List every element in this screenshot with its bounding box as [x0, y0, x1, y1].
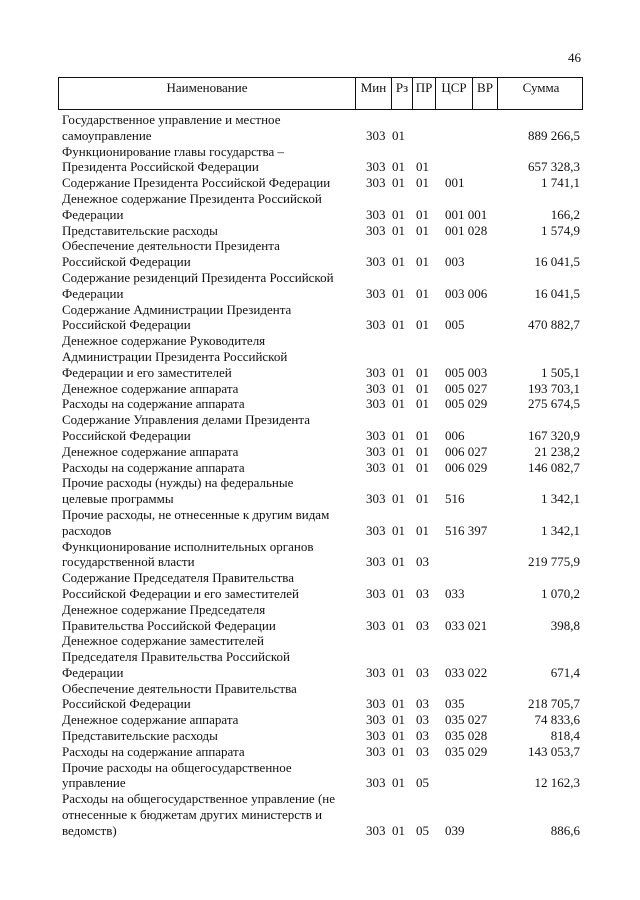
row-line	[0, 491, 640, 507]
row-line	[0, 254, 640, 270]
cell-min: 303	[366, 664, 386, 680]
cell-min: 303	[366, 617, 386, 633]
table-row	[0, 270, 640, 302]
table-row	[0, 412, 640, 444]
cell-pr: 01	[416, 285, 429, 301]
cell-csr: 003	[445, 254, 465, 270]
row-line	[0, 270, 640, 286]
cell-pr: 03	[416, 728, 429, 744]
cell-sum: 470 882,7	[528, 317, 580, 333]
cell-min: 303	[366, 712, 386, 728]
row-name: Денежное содержание Руководителя	[62, 333, 266, 349]
cell-min: 303	[366, 285, 386, 301]
cell-rz: 01	[392, 617, 405, 633]
table-row	[0, 791, 640, 838]
cell-rz: 01	[392, 427, 405, 443]
row-name: Расходы на содержание аппарата	[62, 396, 245, 412]
table-row	[0, 191, 640, 223]
row-name: Расходы на общегосударственное управление (не	[62, 791, 336, 807]
table-row	[0, 633, 640, 680]
cell-sum: 1 070,2	[541, 585, 580, 601]
cell-csr: 006 029	[445, 459, 488, 475]
cell-pr: 01	[416, 206, 429, 222]
cell-min: 303	[366, 206, 386, 222]
cell-csr: 005 027	[445, 380, 488, 396]
cell-pr: 03	[416, 664, 429, 680]
cell-csr: 001 001	[445, 206, 488, 222]
cell-sum: 74 833,6	[534, 712, 580, 728]
row-name: Прочие расходы (нужды) на федеральные	[62, 475, 294, 491]
row-line	[0, 475, 640, 491]
table-body	[0, 112, 640, 839]
cell-pr: 01	[416, 491, 429, 507]
header-name: Наименование	[166, 80, 248, 95]
table-row	[0, 760, 640, 792]
cell-sum: 1 574,9	[541, 222, 580, 238]
row-line	[0, 286, 640, 302]
row-name: Денежное содержание аппарата	[62, 712, 239, 728]
table-row	[0, 507, 640, 539]
cell-min: 303	[366, 459, 386, 475]
row-line	[0, 760, 640, 776]
cell-min: 303	[366, 380, 386, 396]
cell-sum: 193 703,1	[528, 380, 580, 396]
cell-pr: 01	[416, 222, 429, 238]
row-name: отнесенные к бюджетам других министерств и	[62, 807, 323, 823]
header-sum: Сумма	[497, 78, 584, 109]
page-number: 46	[568, 50, 581, 65]
cell-rz: 01	[392, 728, 405, 744]
row-name: Содержание Управления делами Президента	[62, 412, 310, 428]
cell-sum: 219 775,9	[528, 554, 580, 570]
row-name: Денежное содержание Председателя	[62, 601, 266, 617]
cell-csr: 001	[445, 175, 465, 191]
header-rz: Рз	[391, 78, 412, 109]
row-name: Обеспечение деятельности Правительства	[62, 680, 297, 696]
row-name: Денежное содержание аппарата	[62, 443, 239, 459]
row-name: Денежное содержание аппарата	[62, 380, 239, 396]
cell-rz: 01	[392, 712, 405, 728]
cell-sum: 398,8	[550, 617, 580, 633]
row-line	[0, 539, 640, 555]
cell-rz: 01	[392, 696, 405, 712]
header-vr: ВР	[472, 78, 497, 109]
row-line	[0, 744, 640, 760]
table-row	[0, 539, 640, 571]
cell-pr: 03	[416, 585, 429, 601]
table-row	[0, 238, 640, 270]
cell-min: 303	[366, 159, 386, 175]
cell-min: 303	[366, 222, 386, 238]
cell-csr: 039	[445, 822, 465, 838]
cell-rz: 01	[392, 585, 405, 601]
row-name: расходов	[62, 522, 112, 538]
row-line	[0, 302, 640, 318]
row-name: Председателя Правительства Российской	[62, 649, 290, 665]
cell-rz: 01	[392, 254, 405, 270]
cell-sum: 16 041,5	[534, 285, 580, 301]
row-name: Содержание Президента Российской Федерации	[62, 175, 331, 191]
table-row	[0, 602, 640, 634]
cell-min: 303	[366, 427, 386, 443]
cell-sum: 657 328,3	[528, 159, 580, 175]
table-header	[58, 77, 583, 110]
cell-rz: 01	[392, 459, 405, 475]
header-min: Мин	[355, 78, 391, 109]
row-line	[0, 238, 640, 254]
row-line	[0, 207, 640, 223]
cell-sum: 1 505,1	[541, 364, 580, 380]
row-name: Государственное управление и местное	[62, 112, 281, 127]
cell-pr: 03	[416, 712, 429, 728]
row-line	[0, 191, 640, 207]
row-line	[0, 523, 640, 539]
row-name: Представительские расходы	[62, 728, 218, 744]
cell-sum: 16 041,5	[534, 254, 580, 270]
row-name: Российской Федерации	[62, 427, 191, 443]
cell-csr: 516 397	[445, 522, 488, 538]
row-line	[0, 665, 640, 681]
table-row	[0, 728, 640, 744]
row-name: Обеспечение деятельности Президента	[62, 238, 280, 254]
row-line	[0, 728, 640, 744]
row-name: целевые программы	[62, 491, 174, 507]
cell-sum: 889 266,5	[528, 127, 580, 143]
row-name: самоуправление	[62, 127, 152, 143]
row-name: управление	[62, 775, 126, 791]
row-name: Федерации	[62, 664, 124, 680]
row-line	[0, 602, 640, 618]
row-name: Функционирование исполнительных органов	[62, 538, 314, 554]
row-line	[0, 460, 640, 476]
row-line	[0, 412, 640, 428]
cell-rz: 01	[392, 775, 405, 791]
cell-rz: 01	[392, 380, 405, 396]
cell-min: 303	[366, 491, 386, 507]
table-row	[0, 396, 640, 412]
cell-pr: 01	[416, 396, 429, 412]
row-name: Президента Российской Федерации	[62, 159, 259, 175]
cell-pr: 05	[416, 822, 429, 838]
cell-min: 303	[366, 364, 386, 380]
cell-sum: 886,6	[550, 822, 580, 838]
cell-rz: 01	[392, 822, 405, 838]
row-line	[0, 333, 640, 349]
cell-rz: 01	[392, 285, 405, 301]
cell-sum: 166,2	[550, 206, 580, 222]
header-csr: ЦСР	[435, 78, 472, 109]
cell-pr: 05	[416, 775, 429, 791]
table-row	[0, 475, 640, 507]
row-name: Российской Федерации и его заместителей	[62, 585, 299, 601]
table-row	[0, 144, 640, 176]
row-name: Российской Федерации	[62, 254, 191, 270]
cell-min: 303	[366, 522, 386, 538]
cell-sum: 1 342,1	[541, 522, 580, 538]
cell-min: 303	[366, 396, 386, 412]
cell-csr: 005 029	[445, 396, 488, 412]
cell-min: 303	[366, 554, 386, 570]
row-name: Правительства Российской Федерации	[62, 617, 276, 633]
row-name: Денежное содержание заместителей	[62, 633, 264, 649]
row-line	[0, 381, 640, 397]
row-name: Представительские расходы	[62, 222, 218, 238]
table-row	[0, 223, 640, 239]
row-line	[0, 570, 640, 586]
cell-rz: 01	[392, 664, 405, 680]
cell-rz: 01	[392, 743, 405, 759]
row-line	[0, 712, 640, 728]
row-name: Расходы на содержание аппарата	[62, 459, 245, 475]
table-row	[0, 444, 640, 460]
cell-sum: 21 238,2	[534, 443, 580, 459]
row-line	[0, 112, 640, 128]
cell-rz: 01	[392, 396, 405, 412]
row-name: Администрации Президента Российской	[62, 348, 288, 364]
table-row	[0, 570, 640, 602]
row-name: Функционирование главы государства –	[62, 143, 285, 159]
cell-csr: 003 006	[445, 285, 488, 301]
cell-csr: 516	[445, 491, 465, 507]
row-line	[0, 681, 640, 697]
cell-rz: 01	[392, 317, 405, 333]
row-line	[0, 365, 640, 381]
row-line	[0, 807, 640, 823]
cell-pr: 01	[416, 254, 429, 270]
cell-rz: 01	[392, 127, 405, 143]
cell-csr: 033 021	[445, 617, 488, 633]
cell-pr: 03	[416, 696, 429, 712]
table-row	[0, 681, 640, 713]
row-line	[0, 444, 640, 460]
cell-pr: 01	[416, 159, 429, 175]
row-name: Российской Федерации	[62, 317, 191, 333]
row-name: Федерации	[62, 206, 124, 222]
cell-sum: 12 162,3	[534, 775, 580, 791]
cell-csr: 035 027	[445, 712, 488, 728]
cell-rz: 01	[392, 364, 405, 380]
cell-rz: 01	[392, 222, 405, 238]
row-name: Прочие расходы, не отнесенные к другим видам	[62, 506, 330, 522]
cell-rz: 01	[392, 175, 405, 191]
cell-pr: 01	[416, 317, 429, 333]
row-line	[0, 696, 640, 712]
cell-pr: 01	[416, 427, 429, 443]
cell-csr: 035 028	[445, 728, 488, 744]
cell-sum: 218 705,7	[528, 696, 580, 712]
row-name: государственной власти	[62, 554, 195, 570]
row-name: Денежное содержание Президента Российской	[62, 190, 322, 206]
cell-csr: 001 028	[445, 222, 488, 238]
cell-min: 303	[366, 743, 386, 759]
cell-rz: 01	[392, 206, 405, 222]
row-line	[0, 223, 640, 239]
cell-pr: 01	[416, 443, 429, 459]
row-line	[0, 775, 640, 791]
cell-min: 303	[366, 175, 386, 191]
cell-min: 303	[366, 443, 386, 459]
cell-sum: 1 342,1	[541, 491, 580, 507]
cell-pr: 01	[416, 364, 429, 380]
cell-sum: 818,4	[550, 728, 580, 744]
cell-min: 303	[366, 822, 386, 838]
table-row	[0, 712, 640, 728]
cell-sum: 143 053,7	[528, 743, 580, 759]
cell-min: 303	[366, 127, 386, 143]
row-name: Федерации	[62, 285, 124, 301]
cell-csr: 035 029	[445, 743, 488, 759]
cell-pr: 01	[416, 459, 429, 475]
cell-min: 303	[366, 254, 386, 270]
row-line	[0, 349, 640, 365]
row-name: Содержание Председателя Правительства	[62, 570, 295, 586]
cell-sum: 167 320,9	[528, 427, 580, 443]
row-line	[0, 586, 640, 602]
cell-pr: 01	[416, 380, 429, 396]
row-name: Содержание Администрации Президента	[62, 301, 292, 317]
row-line	[0, 791, 640, 807]
cell-rz: 01	[392, 554, 405, 570]
row-name: Содержание резиденций Президента Российской	[62, 269, 334, 285]
cell-rz: 01	[392, 443, 405, 459]
row-name: Федерации и его заместителей	[62, 364, 232, 380]
row-line	[0, 428, 640, 444]
cell-sum: 1 741,1	[541, 175, 580, 191]
cell-csr: 035	[445, 696, 465, 712]
cell-pr: 01	[416, 522, 429, 538]
cell-rz: 01	[392, 159, 405, 175]
row-line	[0, 317, 640, 333]
cell-sum: 275 674,5	[528, 396, 580, 412]
cell-min: 303	[366, 728, 386, 744]
cell-pr: 01	[416, 175, 429, 191]
row-name: Российской Федерации	[62, 696, 191, 712]
cell-sum: 671,4	[550, 664, 580, 680]
table-row	[0, 460, 640, 476]
table-row	[0, 302, 640, 334]
cell-pr: 03	[416, 554, 429, 570]
row-line	[0, 507, 640, 523]
table-row	[0, 112, 640, 144]
header-pr: ПР	[412, 78, 435, 109]
row-line	[0, 618, 640, 634]
cell-csr: 033 022	[445, 664, 488, 680]
cell-csr: 033	[445, 585, 465, 601]
row-line	[0, 396, 640, 412]
row-line	[0, 649, 640, 665]
row-name: ведомств)	[62, 822, 117, 838]
row-line	[0, 128, 640, 144]
row-name: Прочие расходы на общегосударственное	[62, 759, 292, 775]
cell-min: 303	[366, 696, 386, 712]
cell-min: 303	[366, 585, 386, 601]
cell-csr: 006 027	[445, 443, 488, 459]
row-name: Расходы на содержание аппарата	[62, 743, 245, 759]
table-row	[0, 381, 640, 397]
cell-min: 303	[366, 317, 386, 333]
cell-csr: 005 003	[445, 364, 488, 380]
cell-csr: 005	[445, 317, 465, 333]
cell-min: 303	[366, 775, 386, 791]
cell-csr: 006	[445, 427, 465, 443]
row-line	[0, 823, 640, 839]
table-row	[0, 175, 640, 191]
row-line	[0, 175, 640, 191]
cell-rz: 01	[392, 491, 405, 507]
cell-rz: 01	[392, 522, 405, 538]
cell-pr: 03	[416, 743, 429, 759]
table-row	[0, 744, 640, 760]
row-line	[0, 633, 640, 649]
row-line	[0, 159, 640, 175]
table-row	[0, 333, 640, 380]
cell-pr: 03	[416, 617, 429, 633]
row-line	[0, 554, 640, 570]
row-line	[0, 144, 640, 160]
cell-sum: 146 082,7	[528, 459, 580, 475]
